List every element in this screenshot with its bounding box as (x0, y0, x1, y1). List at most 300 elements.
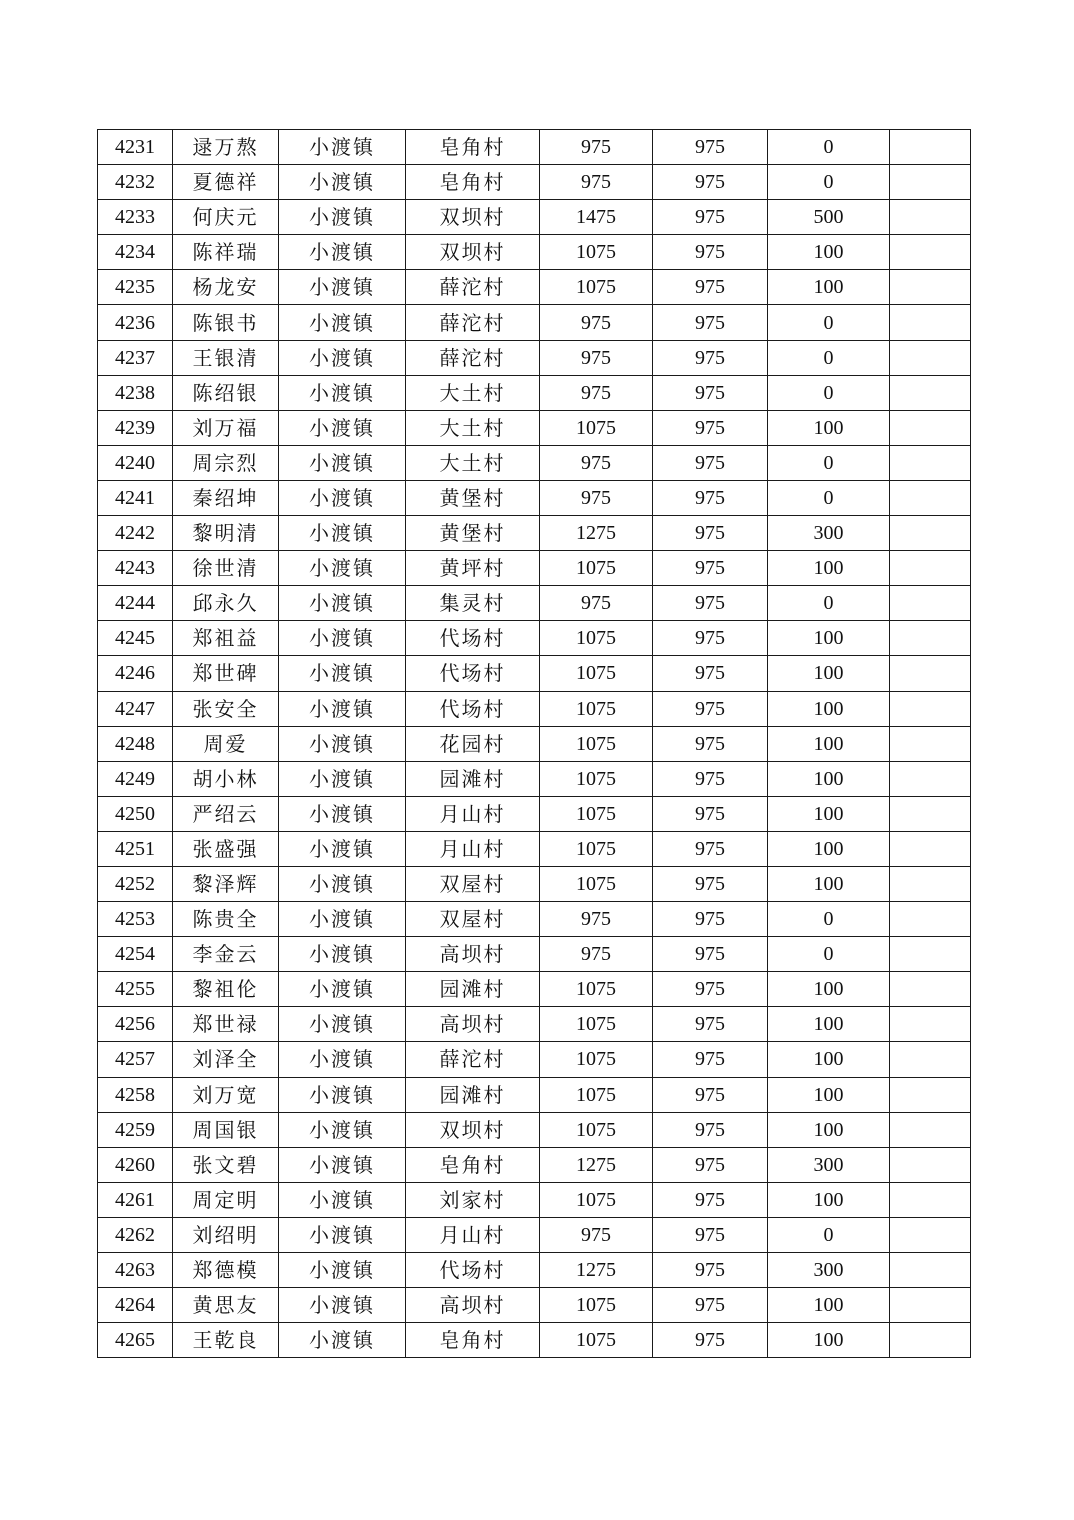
total-amount-cell: 975 (540, 902, 653, 937)
extra-amount-cell: 500 (768, 200, 890, 235)
name-cell: 黄思友 (173, 1288, 279, 1323)
village-cell: 代场村 (406, 691, 540, 726)
name-cell: 周定明 (173, 1182, 279, 1217)
extra-amount-cell: 100 (768, 1182, 890, 1217)
row-id-cell: 4265 (98, 1323, 173, 1358)
extra-amount-cell: 100 (768, 410, 890, 445)
row-id-cell: 4232 (98, 165, 173, 200)
total-amount-cell: 975 (540, 305, 653, 340)
town-cell: 小渡镇 (279, 551, 406, 586)
extra-amount-cell: 0 (768, 586, 890, 621)
note-cell (890, 1077, 971, 1112)
village-cell: 月山村 (406, 1217, 540, 1252)
note-cell (890, 761, 971, 796)
table-row (98, 1077, 971, 1112)
note-cell (890, 1112, 971, 1147)
note-cell (890, 726, 971, 761)
table-row (98, 305, 971, 340)
row-id-cell: 4263 (98, 1253, 173, 1288)
name-cell: 王乾良 (173, 1323, 279, 1358)
note-cell (890, 375, 971, 410)
total-amount-cell: 1075 (540, 1323, 653, 1358)
total-amount-cell: 1075 (540, 761, 653, 796)
total-amount-cell: 1075 (540, 1288, 653, 1323)
town-cell: 小渡镇 (279, 972, 406, 1007)
town-cell: 小渡镇 (279, 831, 406, 866)
town-cell: 小渡镇 (279, 621, 406, 656)
name-cell: 黎祖伦 (173, 972, 279, 1007)
town-cell: 小渡镇 (279, 902, 406, 937)
total-amount-cell: 1075 (540, 1007, 653, 1042)
village-cell: 薛沱村 (406, 305, 540, 340)
extra-amount-cell: 0 (768, 445, 890, 480)
village-cell: 高坝村 (406, 1288, 540, 1323)
table-row (98, 165, 971, 200)
note-cell (890, 270, 971, 305)
town-cell: 小渡镇 (279, 1323, 406, 1358)
village-cell: 双坝村 (406, 200, 540, 235)
base-amount-cell: 975 (653, 1182, 768, 1217)
base-amount-cell: 975 (653, 656, 768, 691)
town-cell: 小渡镇 (279, 726, 406, 761)
table-row (98, 445, 971, 480)
total-amount-cell: 1075 (540, 1182, 653, 1217)
base-amount-cell: 975 (653, 480, 768, 515)
row-id-cell: 4235 (98, 270, 173, 305)
note-cell (890, 305, 971, 340)
base-amount-cell: 975 (653, 972, 768, 1007)
name-cell: 黎泽辉 (173, 866, 279, 901)
extra-amount-cell: 0 (768, 305, 890, 340)
name-cell: 张安全 (173, 691, 279, 726)
town-cell: 小渡镇 (279, 410, 406, 445)
base-amount-cell: 975 (653, 516, 768, 551)
base-amount-cell: 975 (653, 200, 768, 235)
total-amount-cell: 1075 (540, 410, 653, 445)
name-cell: 严绍云 (173, 796, 279, 831)
table-row (98, 1042, 971, 1077)
data-table (97, 129, 971, 1358)
town-cell: 小渡镇 (279, 937, 406, 972)
total-amount-cell: 1075 (540, 866, 653, 901)
village-cell: 薛沱村 (406, 1042, 540, 1077)
extra-amount-cell: 100 (768, 621, 890, 656)
town-cell: 小渡镇 (279, 1288, 406, 1323)
name-cell: 郑德模 (173, 1253, 279, 1288)
village-cell: 皂角村 (406, 1323, 540, 1358)
table-row (98, 796, 971, 831)
extra-amount-cell: 100 (768, 1077, 890, 1112)
name-cell: 陈银书 (173, 305, 279, 340)
note-cell (890, 621, 971, 656)
row-id-cell: 4248 (98, 726, 173, 761)
extra-amount-cell: 100 (768, 691, 890, 726)
total-amount-cell: 1275 (540, 516, 653, 551)
total-amount-cell: 975 (540, 340, 653, 375)
town-cell: 小渡镇 (279, 796, 406, 831)
extra-amount-cell: 300 (768, 1253, 890, 1288)
base-amount-cell: 975 (653, 691, 768, 726)
row-id-cell: 4238 (98, 375, 173, 410)
extra-amount-cell: 0 (768, 130, 890, 165)
row-id-cell: 4262 (98, 1217, 173, 1252)
village-cell: 双屋村 (406, 866, 540, 901)
name-cell: 周宗烈 (173, 445, 279, 480)
table-row (98, 691, 971, 726)
base-amount-cell: 975 (653, 1323, 768, 1358)
note-cell (890, 1182, 971, 1217)
extra-amount-cell: 100 (768, 656, 890, 691)
total-amount-cell: 975 (540, 480, 653, 515)
extra-amount-cell: 100 (768, 1042, 890, 1077)
town-cell: 小渡镇 (279, 1112, 406, 1147)
town-cell: 小渡镇 (279, 200, 406, 235)
name-cell: 邱永久 (173, 586, 279, 621)
total-amount-cell: 1075 (540, 656, 653, 691)
name-cell: 刘绍明 (173, 1217, 279, 1252)
village-cell: 园滩村 (406, 972, 540, 1007)
town-cell: 小渡镇 (279, 1042, 406, 1077)
table-row (98, 200, 971, 235)
row-id-cell: 4259 (98, 1112, 173, 1147)
row-id-cell: 4240 (98, 445, 173, 480)
note-cell (890, 235, 971, 270)
base-amount-cell: 975 (653, 761, 768, 796)
town-cell: 小渡镇 (279, 1182, 406, 1217)
extra-amount-cell: 100 (768, 551, 890, 586)
total-amount-cell: 1075 (540, 1112, 653, 1147)
village-cell: 皂角村 (406, 1147, 540, 1182)
name-cell: 秦绍坤 (173, 480, 279, 515)
base-amount-cell: 975 (653, 130, 768, 165)
base-amount-cell: 975 (653, 445, 768, 480)
extra-amount-cell: 100 (768, 1323, 890, 1358)
name-cell: 张文碧 (173, 1147, 279, 1182)
table-row (98, 726, 971, 761)
base-amount-cell: 975 (653, 937, 768, 972)
total-amount-cell: 1075 (540, 831, 653, 866)
town-cell: 小渡镇 (279, 691, 406, 726)
table-row (98, 1007, 971, 1042)
table-row (98, 480, 971, 515)
table-row (98, 516, 971, 551)
total-amount-cell: 1075 (540, 796, 653, 831)
total-amount-cell: 1075 (540, 621, 653, 656)
name-cell: 逯万熬 (173, 130, 279, 165)
table-row (98, 1112, 971, 1147)
name-cell: 夏德祥 (173, 165, 279, 200)
name-cell: 王银清 (173, 340, 279, 375)
row-id-cell: 4236 (98, 305, 173, 340)
name-cell: 杨龙安 (173, 270, 279, 305)
note-cell (890, 831, 971, 866)
town-cell: 小渡镇 (279, 1007, 406, 1042)
row-id-cell: 4244 (98, 586, 173, 621)
note-cell (890, 1042, 971, 1077)
row-id-cell: 4234 (98, 235, 173, 270)
note-cell (890, 1253, 971, 1288)
note-cell (890, 1217, 971, 1252)
extra-amount-cell: 0 (768, 1217, 890, 1252)
base-amount-cell: 975 (653, 1042, 768, 1077)
table-row (98, 866, 971, 901)
total-amount-cell: 1475 (540, 200, 653, 235)
note-cell (890, 1323, 971, 1358)
village-cell: 代场村 (406, 656, 540, 691)
town-cell: 小渡镇 (279, 761, 406, 796)
total-amount-cell: 1075 (540, 726, 653, 761)
extra-amount-cell: 0 (768, 937, 890, 972)
note-cell (890, 691, 971, 726)
total-amount-cell: 975 (540, 586, 653, 621)
table-row (98, 1182, 971, 1217)
total-amount-cell: 1075 (540, 1042, 653, 1077)
name-cell: 周爱 (173, 726, 279, 761)
note-cell (890, 586, 971, 621)
extra-amount-cell: 100 (768, 972, 890, 1007)
base-amount-cell: 975 (653, 375, 768, 410)
total-amount-cell: 1075 (540, 270, 653, 305)
table-row (98, 831, 971, 866)
village-cell: 代场村 (406, 1253, 540, 1288)
name-cell: 黎明清 (173, 516, 279, 551)
row-id-cell: 4245 (98, 621, 173, 656)
total-amount-cell: 975 (540, 937, 653, 972)
note-cell (890, 445, 971, 480)
total-amount-cell: 975 (540, 375, 653, 410)
town-cell: 小渡镇 (279, 235, 406, 270)
village-cell: 代场村 (406, 621, 540, 656)
base-amount-cell: 975 (653, 305, 768, 340)
row-id-cell: 4231 (98, 130, 173, 165)
total-amount-cell: 975 (540, 165, 653, 200)
note-cell (890, 130, 971, 165)
village-cell: 月山村 (406, 796, 540, 831)
village-cell: 花园村 (406, 726, 540, 761)
name-cell: 刘万宽 (173, 1077, 279, 1112)
extra-amount-cell: 0 (768, 165, 890, 200)
row-id-cell: 4261 (98, 1182, 173, 1217)
name-cell: 周国银 (173, 1112, 279, 1147)
village-cell: 月山村 (406, 831, 540, 866)
base-amount-cell: 975 (653, 1253, 768, 1288)
extra-amount-cell: 100 (768, 726, 890, 761)
town-cell: 小渡镇 (279, 305, 406, 340)
table-row (98, 375, 971, 410)
town-cell: 小渡镇 (279, 866, 406, 901)
village-cell: 大土村 (406, 445, 540, 480)
village-cell: 双屋村 (406, 902, 540, 937)
village-cell: 大土村 (406, 375, 540, 410)
row-id-cell: 4253 (98, 902, 173, 937)
total-amount-cell: 975 (540, 1217, 653, 1252)
total-amount-cell: 975 (540, 445, 653, 480)
note-cell (890, 165, 971, 200)
row-id-cell: 4260 (98, 1147, 173, 1182)
name-cell: 胡小林 (173, 761, 279, 796)
table-row (98, 1323, 971, 1358)
row-id-cell: 4233 (98, 200, 173, 235)
row-id-cell: 4251 (98, 831, 173, 866)
extra-amount-cell: 100 (768, 1112, 890, 1147)
table-row (98, 270, 971, 305)
row-id-cell: 4256 (98, 1007, 173, 1042)
table-row (98, 410, 971, 445)
table-row (98, 1217, 971, 1252)
extra-amount-cell: 0 (768, 902, 890, 937)
row-id-cell: 4257 (98, 1042, 173, 1077)
base-amount-cell: 975 (653, 1077, 768, 1112)
base-amount-cell: 975 (653, 235, 768, 270)
town-cell: 小渡镇 (279, 375, 406, 410)
note-cell (890, 937, 971, 972)
note-cell (890, 551, 971, 586)
table-row (98, 1253, 971, 1288)
base-amount-cell: 975 (653, 1112, 768, 1147)
extra-amount-cell: 100 (768, 235, 890, 270)
village-cell: 薛沱村 (406, 340, 540, 375)
row-id-cell: 4250 (98, 796, 173, 831)
village-cell: 高坝村 (406, 937, 540, 972)
note-cell (890, 1007, 971, 1042)
extra-amount-cell: 300 (768, 1147, 890, 1182)
note-cell (890, 1147, 971, 1182)
town-cell: 小渡镇 (279, 270, 406, 305)
name-cell: 郑世碑 (173, 656, 279, 691)
row-id-cell: 4254 (98, 937, 173, 972)
note-cell (890, 480, 971, 515)
village-cell: 黄堡村 (406, 516, 540, 551)
row-id-cell: 4242 (98, 516, 173, 551)
extra-amount-cell: 300 (768, 516, 890, 551)
table-row (98, 340, 971, 375)
base-amount-cell: 975 (653, 1147, 768, 1182)
total-amount-cell: 1275 (540, 1147, 653, 1182)
row-id-cell: 4237 (98, 340, 173, 375)
table-row (98, 1288, 971, 1323)
extra-amount-cell: 100 (768, 761, 890, 796)
note-cell (890, 1288, 971, 1323)
base-amount-cell: 975 (653, 1217, 768, 1252)
base-amount-cell: 975 (653, 340, 768, 375)
town-cell: 小渡镇 (279, 516, 406, 551)
village-cell: 双坝村 (406, 1112, 540, 1147)
village-cell: 皂角村 (406, 165, 540, 200)
village-cell: 园滩村 (406, 761, 540, 796)
village-cell: 园滩村 (406, 1077, 540, 1112)
name-cell: 刘泽全 (173, 1042, 279, 1077)
village-cell: 刘家村 (406, 1182, 540, 1217)
table-row (98, 972, 971, 1007)
base-amount-cell: 975 (653, 902, 768, 937)
table-row (98, 235, 971, 270)
name-cell: 陈祥瑞 (173, 235, 279, 270)
total-amount-cell: 1275 (540, 1253, 653, 1288)
table-row (98, 130, 971, 165)
row-id-cell: 4249 (98, 761, 173, 796)
town-cell: 小渡镇 (279, 1217, 406, 1252)
row-id-cell: 4243 (98, 551, 173, 586)
note-cell (890, 972, 971, 1007)
extra-amount-cell: 100 (768, 866, 890, 901)
base-amount-cell: 975 (653, 621, 768, 656)
town-cell: 小渡镇 (279, 165, 406, 200)
extra-amount-cell: 0 (768, 340, 890, 375)
note-cell (890, 410, 971, 445)
village-cell: 黄堡村 (406, 480, 540, 515)
total-amount-cell: 1075 (540, 551, 653, 586)
extra-amount-cell: 100 (768, 1007, 890, 1042)
total-amount-cell: 1075 (540, 972, 653, 1007)
name-cell: 刘万福 (173, 410, 279, 445)
name-cell: 李金云 (173, 937, 279, 972)
table-row (98, 902, 971, 937)
note-cell (890, 656, 971, 691)
town-cell: 小渡镇 (279, 1147, 406, 1182)
row-id-cell: 4239 (98, 410, 173, 445)
extra-amount-cell: 100 (768, 270, 890, 305)
row-id-cell: 4252 (98, 866, 173, 901)
extra-amount-cell: 100 (768, 831, 890, 866)
table-row (98, 656, 971, 691)
village-cell: 高坝村 (406, 1007, 540, 1042)
village-cell: 双坝村 (406, 235, 540, 270)
extra-amount-cell: 100 (768, 796, 890, 831)
village-cell: 皂角村 (406, 130, 540, 165)
base-amount-cell: 975 (653, 1288, 768, 1323)
extra-amount-cell: 0 (768, 375, 890, 410)
base-amount-cell: 975 (653, 270, 768, 305)
total-amount-cell: 1075 (540, 691, 653, 726)
town-cell: 小渡镇 (279, 1077, 406, 1112)
extra-amount-cell: 0 (768, 480, 890, 515)
base-amount-cell: 975 (653, 551, 768, 586)
town-cell: 小渡镇 (279, 586, 406, 621)
table-row (98, 586, 971, 621)
name-cell: 郑祖益 (173, 621, 279, 656)
base-amount-cell: 975 (653, 1007, 768, 1042)
note-cell (890, 866, 971, 901)
village-cell: 集灵村 (406, 586, 540, 621)
village-cell: 黄坪村 (406, 551, 540, 586)
name-cell: 张盛强 (173, 831, 279, 866)
base-amount-cell: 975 (653, 726, 768, 761)
extra-amount-cell: 100 (768, 1288, 890, 1323)
village-cell: 薛沱村 (406, 270, 540, 305)
town-cell: 小渡镇 (279, 1253, 406, 1288)
town-cell: 小渡镇 (279, 340, 406, 375)
row-id-cell: 4264 (98, 1288, 173, 1323)
base-amount-cell: 975 (653, 165, 768, 200)
total-amount-cell: 1075 (540, 1077, 653, 1112)
town-cell: 小渡镇 (279, 445, 406, 480)
name-cell: 徐世清 (173, 551, 279, 586)
name-cell: 陈绍银 (173, 375, 279, 410)
row-id-cell: 4246 (98, 656, 173, 691)
row-id-cell: 4247 (98, 691, 173, 726)
table-row (98, 761, 971, 796)
town-cell: 小渡镇 (279, 480, 406, 515)
table-row (98, 1147, 971, 1182)
table-row (98, 621, 971, 656)
name-cell: 陈贵全 (173, 902, 279, 937)
total-amount-cell: 1075 (540, 235, 653, 270)
total-amount-cell: 975 (540, 130, 653, 165)
base-amount-cell: 975 (653, 831, 768, 866)
base-amount-cell: 975 (653, 586, 768, 621)
note-cell (890, 516, 971, 551)
name-cell: 郑世禄 (173, 1007, 279, 1042)
